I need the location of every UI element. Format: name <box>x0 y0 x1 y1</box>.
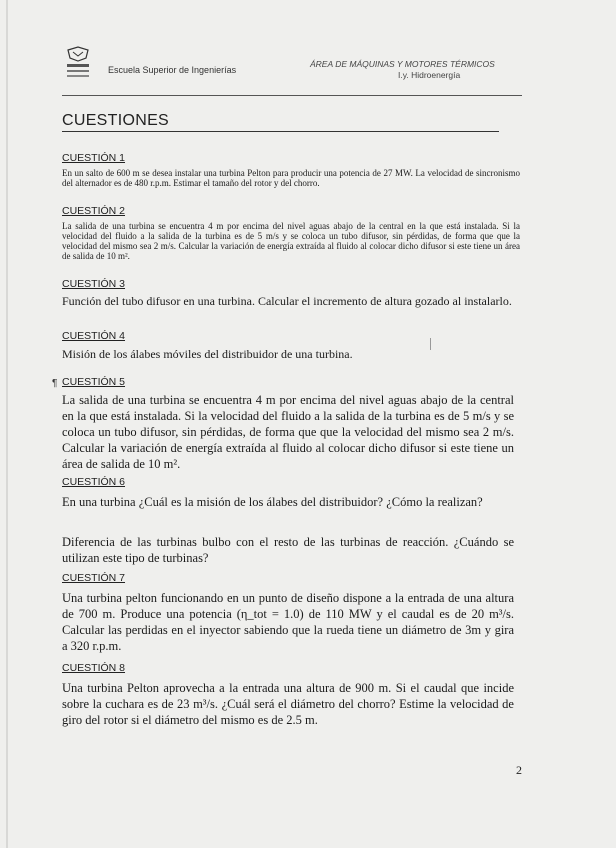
question-3-heading: CUESTIÓN 3 <box>62 278 126 290</box>
question-3-text: Función del tubo difusor en una turbina. Calcular el incremento de altura gozado al instalarlo. <box>62 294 512 308</box>
page-number: 2 <box>516 763 522 777</box>
header-divider <box>62 95 522 96</box>
university-logo-icon <box>64 46 92 80</box>
margin-mark: ¶ <box>52 378 58 389</box>
page-title: CUESTIONES <box>62 112 170 129</box>
question-8-text: Una turbina Pelton aprovecha a la entrada una altura de 900 m. Si el caudal que incide sobre la cuchara es de 23 m³/s. ¿Cuál será el diámetro del chorro? Estime la velocidad de giro del rotor si el diámetro del mismo es de 2.5 m. <box>62 681 514 727</box>
question-2-heading: CUESTIÓN 2 <box>62 205 126 217</box>
area-name: ÁREA DE MÁQUINAS Y MOTORES TÉRMICOS <box>310 59 495 69</box>
question-1-text: En un salto de 600 m se desea instalar una turbina Pelton para producir una potencia de 27 MW. La velocidad de sincronismo del alternador es de 480 r.p.m. Estimar el tamaño del rotor y del chorro. <box>62 168 520 188</box>
question-8-heading: CUESTIÓN 8 <box>62 662 126 674</box>
question-6-text-2: Diferencia de las turbinas bulbo con el resto de las turbinas de reacción. ¿Cuándo se utilizan este tipo de turbinas? <box>62 535 514 565</box>
question-4-heading: CUESTIÓN 4 <box>62 330 126 342</box>
question-4-text: Misión de los álabes móviles del distribuidor de una turbina. <box>62 347 353 361</box>
question-6-heading: CUESTIÓN 6 <box>62 476 126 488</box>
title-underline <box>62 131 499 132</box>
question-6-text: En una turbina ¿Cuál es la misión de los álabes del distribuidor? ¿Cómo la realizan? <box>62 495 483 509</box>
question-7-text: Una turbina pelton funcionando en un punto de diseño dispone a la entrada de una altura de 700 m. Produce una potencia (η_tot = 1.0) de 110 MW y el caudal es de 20 m³/s. Calcular las perdidas en el inyector sabiendo que la rueda tiene un diámetro de 3m y gira a 320 r.p.m. <box>62 591 514 653</box>
question-5-heading: CUESTIÓN 5 <box>62 376 126 388</box>
question-5-text: La salida de una turbina se encuentra 4 m por encima del nivel aguas abajo de la central en la que está instalada. Si la velocidad del fluido a la salida de la turbina es de 5 m/s y se coloca un tubo difusor, sin pérdidas, de forma que que la velocidad del mismo sea 2 m/s. Calcular la variación de energía extraída al fluido al colocar dicho difusor si este tiene un área de salida de 10 m². <box>62 393 514 471</box>
school-name: Escuela Superior de Ingenierías <box>108 65 237 75</box>
question-7-heading: CUESTIÓN 7 <box>62 572 126 584</box>
subject-name: I.y. Hidroenergía <box>398 70 461 80</box>
pen-mark <box>430 338 431 350</box>
question-2-text: La salida de una turbina se encuentra 4 m por encima del nivel aguas abajo de la central en la que está instalada. Si la velocidad del fluido a la salida de la turbina es de 5 m/s y se coloca un tubo difusor, sin pérdidas, de forma que que la velocidad del mismo sea 2 m/s. Calcular la variación de energía extraída al fluido al colocar dicho difusor si este tiene un área de salida de 10 m². <box>62 221 520 261</box>
question-1-heading: CUESTIÓN 1 <box>62 152 126 164</box>
